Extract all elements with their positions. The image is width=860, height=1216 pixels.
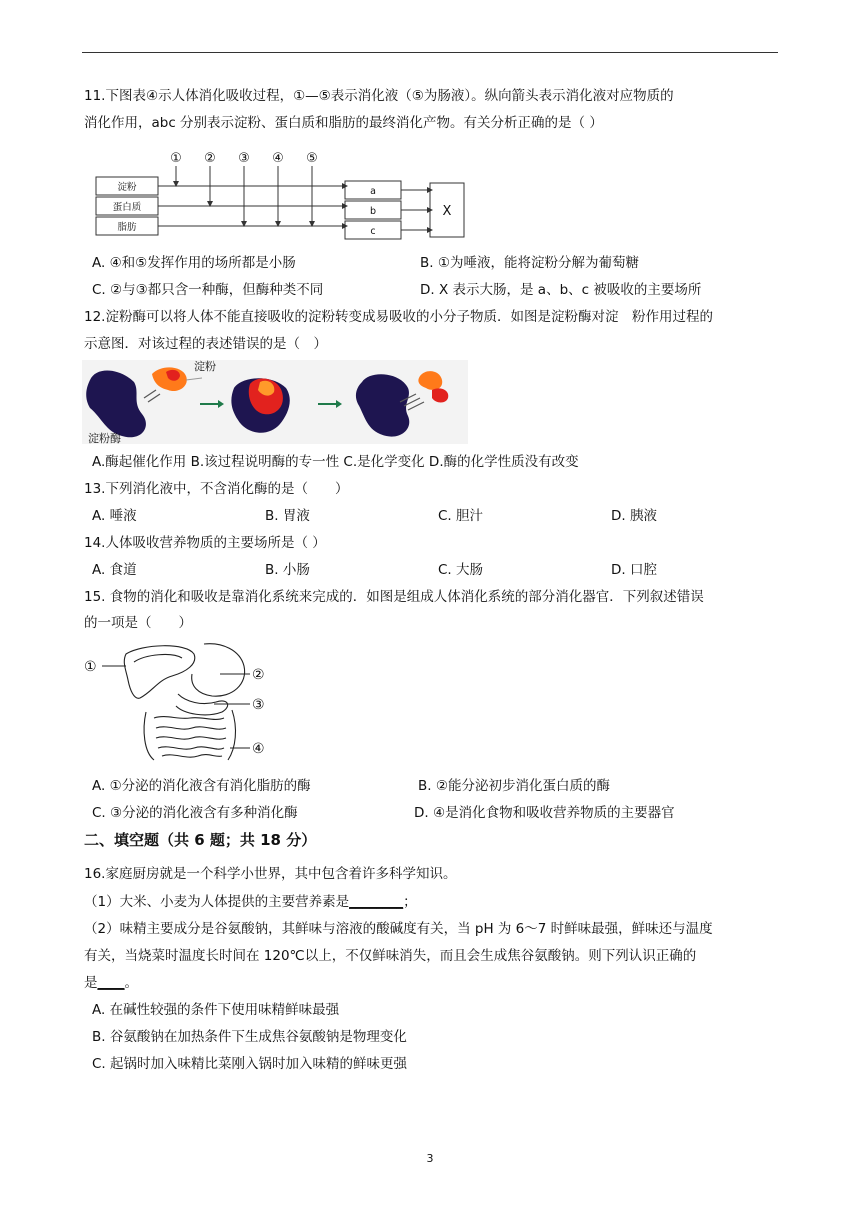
q16-stem: 16.家庭厨房就是一个科学小世界，其中包含着许多科学知识。 [84,866,457,882]
q16-part2-line2: 有关，当烧菜时温度长时间在 120℃以上，不仅鲜味消失，而且会生成焦谷氨酸钠。则下列认识正确的 [84,948,697,964]
q11-marker-4: ④ [272,151,284,166]
q11-marker-2: ② [204,151,216,166]
q11-marker-1: ① [170,151,182,166]
q13-stem: 13.下列消化液中，不含消化酶的是（ ） [84,481,349,497]
q14-option-d: D. 口腔 [611,562,657,578]
q12-enzyme-diagram [82,360,468,444]
q16-part1 [84,892,417,912]
q13-option-c: C. 胆汁 [438,508,484,524]
q16-part2-blank[interactable]: ____ [97,975,125,991]
q16-part1-end: ； [403,894,417,910]
q11-digestion-diagram [90,146,470,244]
q16-part2-text: 是 [84,975,98,991]
q12-label-starch: 淀粉 [194,360,216,373]
section-title: 二、填空题（共 6 题；共 18 分） [84,831,317,849]
q15-stem-line2: 的一项是（ ） [84,615,192,631]
q13-option-b: B. 胃液 [265,508,310,524]
q15-option-b: B. ②能分泌初步消化蛋白质的酶 [418,778,610,794]
q16-part2-line1: （2）味精主要成分是谷氨酸钠，其鲜味与溶液的酸碱度有关，当 pH 为 6～7 时鲜味最强，鲜味还与温度 [84,921,713,937]
q11-marker-3: ③ [238,151,250,166]
q14-option-a: A. 食道 [92,562,137,578]
q11-organ-x: X [442,204,452,219]
q16-option-c: C. 起锅时加入味精比菜刚入锅时加入味精的鲜味更强 [92,1056,408,1072]
q15-option-d: D. ④是消化食物和吸收营养物质的主要器官 [414,805,675,821]
q11-row-fat: 脂肪 [117,222,137,233]
q16-part2-line3 [84,973,138,993]
q12-stem-line1: 12.淀粉酶可以将人体不能直接吸收的淀粉转变成易吸收的小分子物质．如图是淀粉酶对淀 粉作用过程的 [84,309,713,325]
q15-marker-1: ① [84,659,97,675]
q14-option-b: B. 小肠 [265,562,310,578]
q15-marker-4: ④ [252,741,265,757]
q12-label-enzyme: 淀粉酶 [88,432,121,444]
q15-digestive-organs-diagram [82,640,282,766]
header-rule [82,52,778,53]
q16-part1-blank[interactable]: ________ [349,894,404,910]
q15-marker-2: ② [252,667,265,683]
q11-marker-5: ⑤ [306,151,318,166]
q11-stem-line2: 消化作用，abc 分别表示淀粉、蛋白质和脂肪的最终消化产物。有关分析正确的是（ ） [84,115,603,131]
q11-row-protein: 蛋白质 [112,202,142,213]
q12-options: A.酶起催化作用 B.该过程说明酶的专一性 C.是化学变化 D.酶的化学性质没有改变 [92,454,579,470]
q15-stem-line1: 15. 食物的消化和吸收是靠消化系统来完成的．如图是组成人体消化系统的部分消化器官．下列叙述错误 [84,589,704,605]
q11-product-a: a [370,186,376,197]
q15-option-a: A. ①分泌的消化液含有消化脂肪的酶 [92,778,311,794]
q11-product-b: b [369,206,377,217]
q14-stem: 14.人体吸收营养物质的主要场所是（ ） [84,535,326,551]
q11-product-c: c [370,226,376,237]
q15-marker-3: ③ [252,697,265,713]
q11-option-c: C. ②与③都只含一种酶，但酶种类不同 [92,282,324,298]
q13-option-a: A. 唾液 [92,508,137,524]
page-number: 3 [426,1152,434,1165]
q11-option-d: D. X 表示大肠，是 a、b、c 被吸收的主要场所 [420,282,702,298]
q11-row-starch: 淀粉 [117,182,137,193]
q16-part1-text: （1）大米、小麦为人体提供的主要营养素是 [84,894,350,910]
q16-option-a: A. 在碱性较强的条件下使用味精鲜味最强 [92,1002,340,1018]
q16-option-b: B. 谷氨酸钠在加热条件下生成焦谷氨酸钠是物理变化 [92,1029,407,1045]
q11-stem-line1: 11.下图表④示人体消化吸收过程，①—⑤表示消化液（⑤为肠液）。纵向箭头表示消化液对应物质的 [84,88,674,104]
q11-option-b: B. ①为唾液，能将淀粉分解为葡萄糖 [420,255,639,271]
q15-option-c: C. ③分泌的消化液含有多种消化酶 [92,805,298,821]
q11-option-a: A. ④和⑤发挥作用的场所都是小肠 [92,255,296,271]
q13-option-d: D. 胰液 [611,508,657,524]
q16-part2-end: 。 [124,975,138,991]
q14-option-c: C. 大肠 [438,562,484,578]
q12-stem-line2: 示意图．对该过程的表述错误的是（ ） [84,336,327,352]
